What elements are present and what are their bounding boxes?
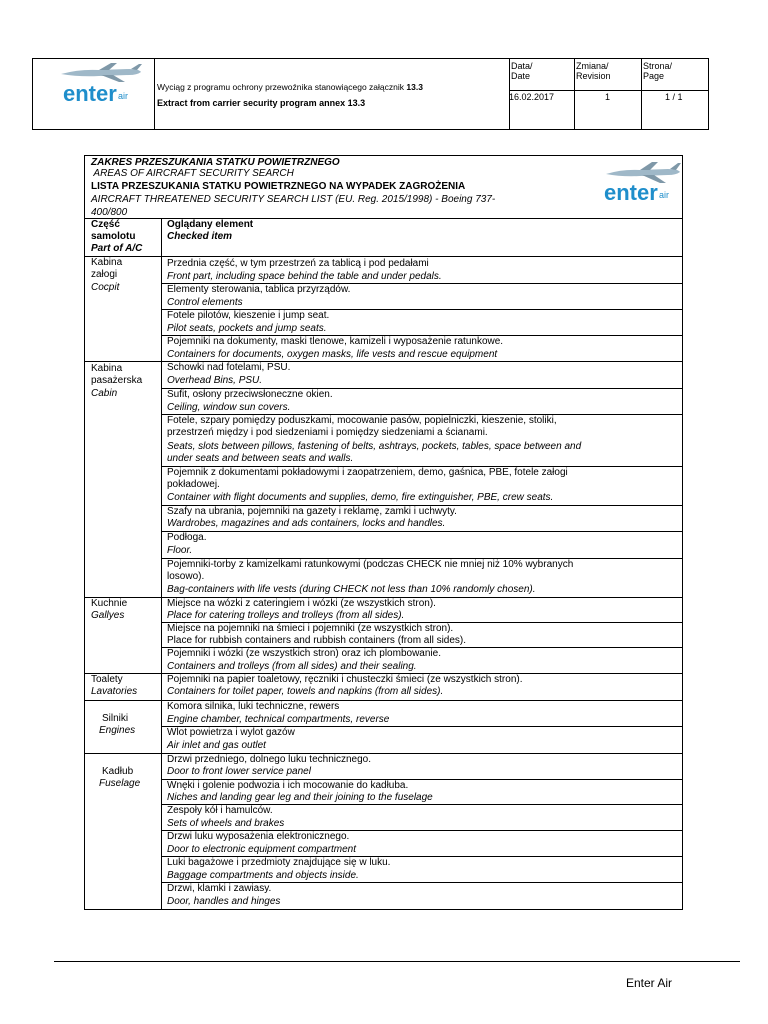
header-divider bbox=[641, 59, 642, 129]
item-pl: Pojemniki-torby z kamizelkami ratunkowymi (podczas CHECK nie mniej niż 10% wybranych losowo). bbox=[167, 559, 574, 582]
enter-air-logo bbox=[602, 160, 682, 210]
section-galleys-pl: Kuchnie bbox=[91, 598, 128, 609]
date-label: Data/ Date bbox=[511, 61, 533, 81]
header-title-pl bbox=[157, 82, 507, 92]
row-divider bbox=[85, 256, 682, 257]
item-pl: Drzwi przedniego, dolnego luku technicznego. bbox=[167, 754, 372, 765]
item-en: Containers and trolleys (from all sides) and their sealing. bbox=[167, 661, 417, 672]
column-header-part-en: Part of A/C bbox=[91, 243, 143, 254]
item-en: Door to front lower service panel bbox=[167, 766, 311, 777]
item-en: Niches and landing gear leg and their joining to the fuselage bbox=[167, 792, 433, 803]
section-engines-en: Engines bbox=[99, 725, 136, 736]
header-title-pl-num: 13.3 bbox=[406, 82, 423, 92]
title-en-model: 400/800 bbox=[91, 207, 128, 218]
section-galleys-en: Gallyes bbox=[91, 610, 125, 621]
item-pl: Pojemniki na papier toaletowy, ręczniki i chusteczki śmieci (ze wszystkich stron). bbox=[167, 674, 523, 685]
item-en: Containers for toilet paper, towels and napkins (from all sides). bbox=[167, 686, 444, 697]
date-value: 16.02.2017 bbox=[509, 92, 555, 102]
item-en: Seats, slots between pillows, fastening of belts, ashtrays, pockets, tables, space between and under seats and between seats and walls. bbox=[167, 441, 582, 464]
section-lavatories-pl: Toalety bbox=[91, 674, 123, 685]
item-pl: Miejsce na wózki z cateringiem i wózki (ze wszystkich stron). bbox=[167, 598, 436, 609]
footer-divider bbox=[54, 961, 740, 962]
section-cabin-pl: Kabina pasażerska bbox=[91, 363, 143, 386]
section-lavatories-en: Lavatories bbox=[91, 686, 138, 697]
document-header-table bbox=[32, 58, 709, 130]
revision-label: Zmiana/ Revision bbox=[576, 61, 611, 81]
item-pl: Komora silnika, luki techniczne, rewers bbox=[167, 701, 340, 712]
logo-suffix: air bbox=[659, 190, 670, 200]
item-en: Baggage compartments and objects inside. bbox=[167, 870, 359, 881]
logo-word: enter bbox=[63, 81, 117, 106]
column-header-item-en: Checked item bbox=[167, 231, 233, 242]
column-header-part-pl: Część samolotu bbox=[91, 219, 136, 242]
section-fuselage-en: Fuselage bbox=[99, 778, 141, 789]
item-en: Floor. bbox=[167, 545, 193, 556]
logo-suffix: air bbox=[118, 91, 129, 101]
item-pl: Drzwi, klamki i zawiasy. bbox=[167, 883, 272, 894]
page-label: Strona/ Page bbox=[643, 61, 673, 81]
column-divider bbox=[161, 218, 162, 909]
item-pl: Pojemniki i wózki (ze wszystkich stron) oraz ich plombowanie. bbox=[167, 648, 441, 659]
item-en: Bag-containers with life vests (during CHECK not less than 10% randomly chosen). bbox=[167, 584, 536, 595]
title-en-list: AIRCRAFT THREATENED SECURITY SEARCH LIST (EU. Reg. 2015/1998) - Boeing 737- bbox=[91, 194, 496, 205]
footer-company: Enter Air bbox=[626, 976, 673, 990]
logo-word: enter bbox=[604, 180, 658, 205]
item-en: Wardrobes, magazines and ads containers, locks and handles. bbox=[167, 518, 446, 529]
column-header-item-pl: Oglądany element bbox=[167, 219, 254, 230]
section-cockpit-en: Cocpit bbox=[91, 282, 120, 293]
item-en: Engine chamber, technical compartments, reverse bbox=[167, 714, 390, 725]
item-en: Overhead Bins, PSU. bbox=[167, 375, 263, 386]
header-divider bbox=[574, 59, 575, 129]
item-en: Air inlet and gas outlet bbox=[167, 740, 266, 751]
title-pl-areas: ZAKRES PRZESZUKANIA STATKU POWIETRZNEGO bbox=[91, 157, 340, 168]
row-divider bbox=[161, 531, 682, 532]
item-pl: Zespoły kół i hamulców. bbox=[167, 805, 273, 816]
airplane-icon bbox=[59, 63, 143, 83]
section-cockpit-pl: Kabina załogi bbox=[91, 257, 123, 280]
item-pl: Fotele, szpary pomiędzy poduszkami, mocowanie pasów, popielniczki, kieszenie, stoliki, przestrzeń między i pod siedzeniami i pomiędzy siedzeniami a ścianami. bbox=[167, 415, 557, 438]
item-pl: Drzwi luku wyposażenia elektronicznego. bbox=[167, 831, 350, 842]
title-pl-list: LISTA PRZESZUKANIA STATKU POWIETRZNEGO NA WYPADEK ZAGROŻENIA bbox=[91, 181, 466, 192]
section-engines-pl: Silniki bbox=[102, 713, 129, 724]
section-fuselage-pl: Kadłub bbox=[102, 766, 134, 777]
section-cabin-en: Cabin bbox=[91, 388, 118, 399]
item-pl: Schowki nad fotelami, PSU. bbox=[167, 362, 291, 373]
item-pl: Wlot powietrza i wylot gazów bbox=[167, 727, 295, 738]
item-en: Control elements bbox=[167, 297, 243, 308]
item-en: Container with flight documents and supplies, demo, fire extinguisher, PBE, crew seats. bbox=[167, 492, 554, 503]
item-en: Ceiling, window sun covers. bbox=[167, 402, 291, 413]
item-pl: Podłoga. bbox=[167, 532, 207, 543]
item-pl: Fotele pilotów, kieszenie i jump seat. bbox=[167, 310, 330, 321]
item-pl: Szafy na ubrania, pojemniki na gazety i reklamę, zamki i uchwyty. bbox=[167, 506, 457, 517]
item-pl: Wnęki i golenie podwozia i ich mocowanie do kadłuba. bbox=[167, 780, 409, 791]
item-en: Door to electronic equipment compartment bbox=[167, 844, 356, 855]
item-en: Place for catering trolleys and trolleys (from all sides). bbox=[167, 610, 405, 621]
header-title-pl-text: Wyciąg z programu ochrony przewoźnika stanowiącego załącznik bbox=[157, 82, 407, 92]
item-pl: Pojemniki na dokumenty, maski tlenowe, kamizeli i wyposażenie ratunkowe. bbox=[167, 336, 504, 347]
header-divider bbox=[509, 90, 708, 91]
item-en: Front part, including space behind the table and under pedals. bbox=[167, 271, 442, 282]
item-pl: Przednia część, w tym przestrzeń za tablicą i pod pedałami bbox=[167, 258, 429, 269]
security-search-table bbox=[84, 155, 683, 910]
header-title-en: Extract from carrier security program annex 13.3 bbox=[157, 98, 366, 108]
item-pl: Sufit, osłony przeciwsłoneczne okien. bbox=[167, 389, 333, 400]
item-pl: Luki bagażowe i przedmioty znajdujące się w luku. bbox=[167, 857, 391, 868]
enter-air-logo bbox=[59, 63, 143, 107]
item-pl: Pojemnik z dokumentami pokładowymi i zaopatrzeniem, demo, gaśnica, PBE, fotele załogi pokładowej. bbox=[167, 467, 568, 490]
header-divider bbox=[154, 59, 155, 129]
title-en-areas: AREAS OF AIRCRAFT SECURITY SEARCH bbox=[91, 168, 294, 179]
revision-value: 1 bbox=[605, 92, 611, 102]
item-en: Door, handles and hinges bbox=[167, 896, 281, 907]
page-value: 1 / 1 bbox=[665, 92, 683, 102]
item-pl: Miejsce na pojemniki na śmieci i pojemniki (ze wszystkich stron). bbox=[167, 623, 454, 634]
item-pl: Elementy sterowania, tablica przyrządów. bbox=[167, 284, 351, 295]
item-en: Sets of wheels and brakes bbox=[167, 818, 285, 829]
item-en: Containers for documents, oxygen masks, life vests and rescue equipment bbox=[167, 349, 498, 360]
item-en: Place for rubbish containers and rubbish containers (from all sides). bbox=[167, 635, 467, 646]
item-en: Pilot seats, pockets and jump seats. bbox=[167, 323, 327, 334]
